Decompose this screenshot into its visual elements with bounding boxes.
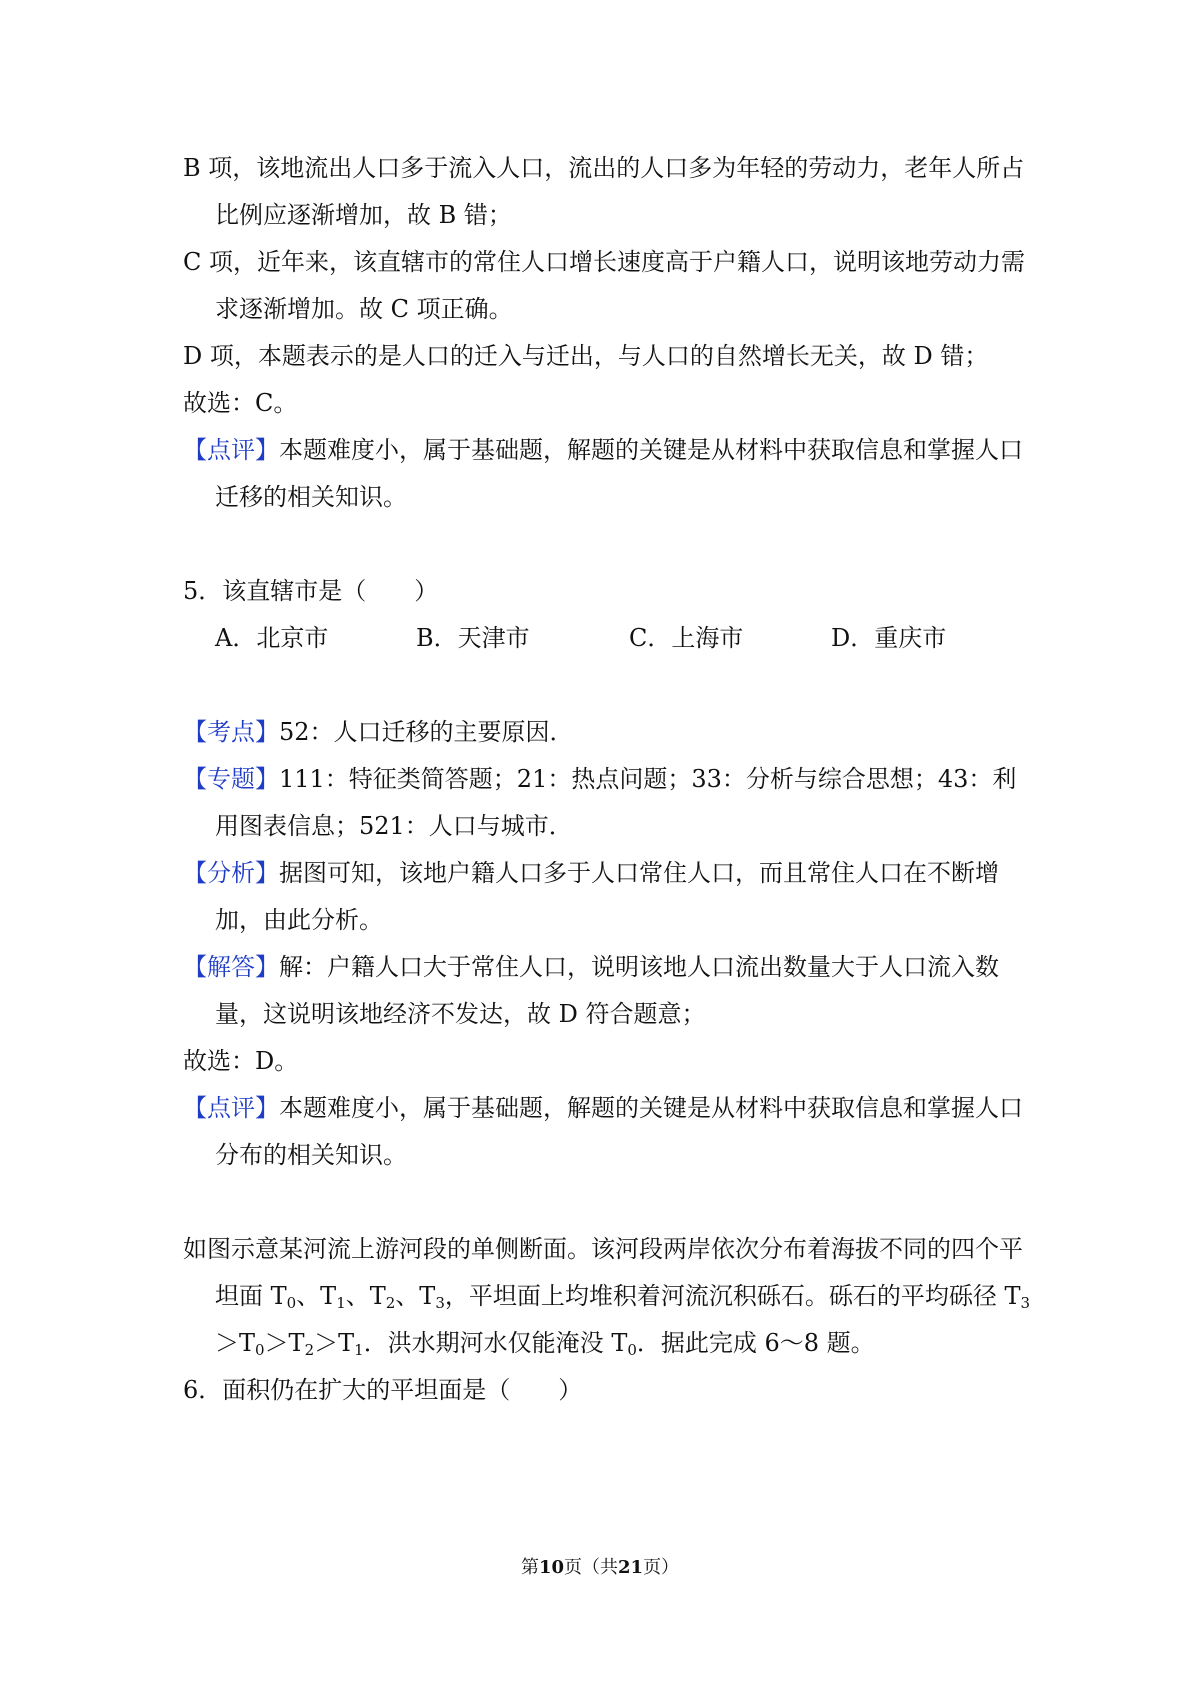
review-tag: 【点评】 [183, 1094, 279, 1122]
zhuanti-text: 111：特征类简答题；21：热点问题；33：分析与综合思想；43：利用图表信息；521：人口与城市． [215, 765, 1017, 840]
subscript: 0 [255, 1341, 265, 1359]
analysis-d-item: D 项，本题表示的是人口的迁入与迁出，与人口的自然增长无关，故 D 错； [183, 342, 989, 370]
q5-fenxi [183, 850, 1033, 944]
subscript: 2 [304, 1341, 315, 1359]
review-text: 本题难度小，属于基础题，解题的关键是从材料中获取信息和掌握人口分布的相关知识。 [215, 1094, 1023, 1169]
kaodian-text: 52：人口迁移的主要原因． [279, 718, 574, 746]
q5-kaodian [183, 709, 1033, 756]
fenxi-text: 据图可知，该地户籍人口多于人口常住人口，而且常住人口在不断增加，由此分析。 [215, 859, 999, 934]
passage-text: 、T [296, 1282, 337, 1310]
q5-review [183, 1085, 1033, 1179]
page-number: 10 [538, 1557, 564, 1578]
jieda-text: 解：户籍人口大于常住人口，说明该地人口流出数量大于人口流入数量，这说明该地经济不发达，故 D 符合题意； [215, 953, 999, 1028]
jieda-tag: 【解答】 [183, 953, 279, 981]
page-content [183, 145, 1033, 1414]
page-footer [0, 1556, 1200, 1580]
passage-text: 、T [395, 1282, 436, 1310]
kaodian-tag: 【考点】 [183, 718, 279, 746]
q5-zhuanti [183, 756, 1033, 850]
question-5-options [183, 615, 1033, 662]
option-c: C．上海市 [629, 624, 744, 652]
option-b: B．天津市 [416, 624, 530, 652]
question-6-stem: 6．面积仍在扩大的平坦面是（ ） [183, 1376, 583, 1404]
passage-text: ．洪水期河水仅能淹没 T [363, 1329, 628, 1357]
passage-text: 如图示意某河流上游河段的单侧断面。该河段两岸依次分布着海拔不同的四个平坦面 T [183, 1235, 1023, 1310]
review-tag: 【点评】 [183, 436, 279, 464]
analysis-c-item: C 项，近年来，该直辖市的常住人口增长速度高于户籍人口，说明该地劳动力需求逐渐增加。故 C 项正确。 [183, 248, 1025, 323]
subscript: 3 [1020, 1294, 1031, 1312]
total-pages: 21 [618, 1557, 644, 1578]
fenxi-tag: 【分析】 [183, 859, 279, 887]
option-a: A．北京市 [215, 624, 329, 652]
subscript: 0 [627, 1341, 637, 1359]
subscript: 1 [336, 1294, 346, 1312]
passage-text: ＞T [314, 1329, 355, 1357]
spacer [183, 1179, 1033, 1226]
q5-choice: 故选：D。 [183, 1047, 299, 1075]
passage-text: ＞T [215, 1329, 256, 1357]
passage-text: ，平坦面上均堆积着河流沉积砾石。砾石的平均砾径 T [444, 1282, 1021, 1310]
subscript: 3 [435, 1294, 445, 1312]
spacer [183, 662, 1033, 709]
footer-text: 第 [520, 1557, 539, 1578]
footer-text: 页（共 [564, 1557, 618, 1578]
q5-jieda [183, 944, 1033, 1038]
passage-text: ．据此完成 6～8 题。 [636, 1329, 875, 1357]
passage-text: 、T [345, 1282, 386, 1310]
passage-6-8 [183, 1226, 1033, 1367]
spacer [183, 521, 1033, 568]
subscript: 2 [385, 1294, 396, 1312]
analysis-b-item: B 项，该地流出人口多于流入人口，流出的人口多为年轻的劳动力，老年人所占比例应逐渐增加，故 B 错； [183, 154, 1025, 229]
analysis-choice: 故选：C。 [183, 389, 298, 417]
subscript: 1 [354, 1341, 364, 1359]
passage-text: ＞T [264, 1329, 305, 1357]
subscript: 0 [286, 1294, 297, 1312]
review-text: 本题难度小，属于基础题，解题的关键是从材料中获取信息和掌握人口迁移的相关知识。 [215, 436, 1023, 511]
question-5-stem: 5．该直辖市是（ ） [183, 577, 439, 605]
analysis-review [183, 427, 1033, 521]
option-d: D．重庆市 [831, 624, 947, 652]
footer-text: 页） [643, 1557, 680, 1578]
zhuanti-tag: 【专题】 [183, 765, 279, 793]
